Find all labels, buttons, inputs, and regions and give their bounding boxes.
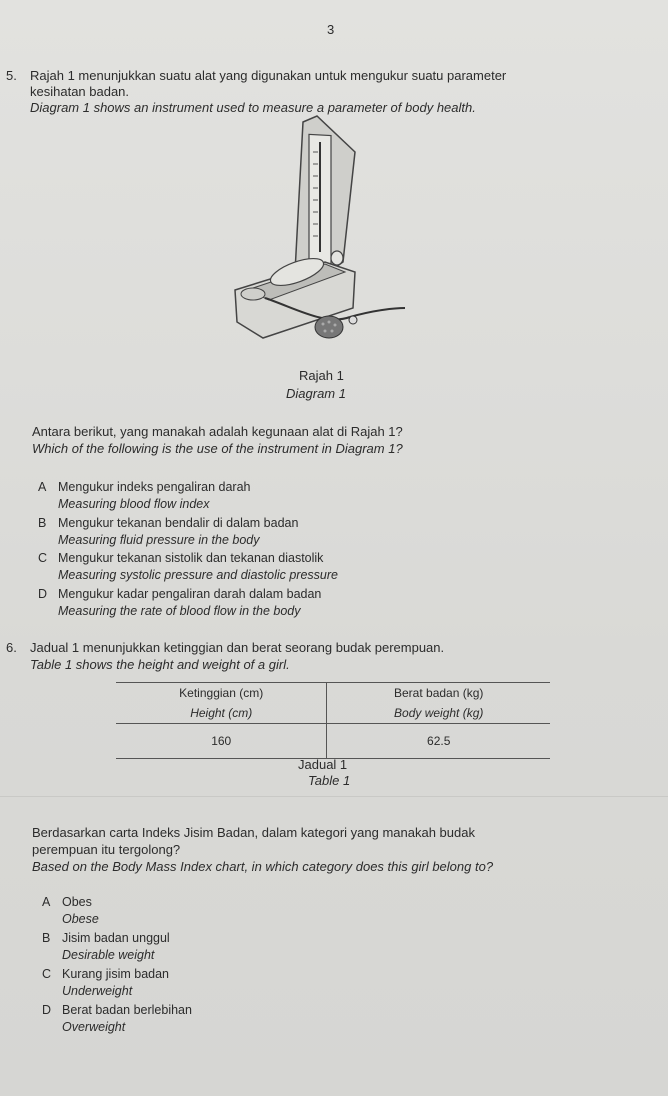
height-weight-table xyxy=(116,682,550,759)
sphygmomanometer-figure xyxy=(225,112,425,352)
figure-caption-english: Diagram 1 xyxy=(286,386,346,401)
table-cell-weight: 62.5 xyxy=(327,724,550,759)
q6-text-english: Table 1 shows the height and weight of a girl. xyxy=(30,657,290,672)
q6-option-a-malay: Obes xyxy=(62,895,92,909)
q6-option-b-malay: Jisim badan unggul xyxy=(62,931,170,945)
q6-option-c-letter: C xyxy=(42,967,52,981)
q6-option-d-letter: D xyxy=(42,1003,52,1017)
q6-option-d-english: Overweight xyxy=(62,1020,126,1034)
table-caption-malay: Jadual 1 xyxy=(298,757,348,772)
q5-option-a-malay: Mengukur indeks pengaliran darah xyxy=(58,480,251,494)
q5-option-b-english: Measuring fluid pressure in the body xyxy=(58,533,260,547)
table-caption-english: Table 1 xyxy=(308,773,351,788)
q6-question-english: Based on the Body Mass Index chart, in which category does this girl belong to? xyxy=(32,859,494,874)
table-header-weight-malay: Berat badan (kg) xyxy=(327,683,550,704)
q5-option-b-malay: Mengukur tekanan bendalir di dalam badan xyxy=(58,516,299,530)
q6-option-a-english: Obese xyxy=(62,912,99,926)
q5-option-c-malay: Mengukur tekanan sistolik dan tekanan diastolik xyxy=(58,551,324,565)
q5-option-a-letter: A xyxy=(38,480,47,494)
figure-caption-malay: Rajah 1 xyxy=(299,368,344,383)
q5-option-a-english: Measuring blood flow index xyxy=(58,497,210,511)
q5-question-malay: Antara berikut, yang manakah adalah kegunaan alat di Rajah 1? xyxy=(32,424,403,439)
divider-line xyxy=(0,796,668,797)
q5-text-malay-1: Rajah 1 menunjukkan suatu alat yang digunakan untuk mengukur suatu parameter xyxy=(30,68,507,83)
q5-option-c-letter: C xyxy=(38,551,48,565)
q5-option-d-english: Measuring the rate of blood flow in the body xyxy=(58,604,301,618)
q6-question-malay-2: perempuan itu tergolong? xyxy=(32,842,181,857)
q6-option-d-malay: Berat badan berlebihan xyxy=(62,1003,192,1017)
q6-option-b-english: Desirable weight xyxy=(62,948,155,962)
q6-option-b-letter: B xyxy=(42,931,51,945)
table-header-height-malay: Ketinggian (cm) xyxy=(116,683,327,704)
q5-question-english: Which of the following is the use of the instrument in Diagram 1? xyxy=(32,441,403,456)
q5-number: 5. xyxy=(6,68,17,83)
q5-option-b-letter: B xyxy=(38,516,47,530)
q5-option-d-malay: Mengukur kadar pengaliran darah dalam badan xyxy=(58,587,322,601)
q5-option-d-letter: D xyxy=(38,587,48,601)
table-cell-height: 160 xyxy=(116,724,327,759)
q6-text-malay: Jadual 1 menunjukkan ketinggian dan berat seorang budak perempuan. xyxy=(30,640,445,655)
q5-option-c-english: Measuring systolic pressure and diastolic pressure xyxy=(58,568,338,582)
q5-text-english: Diagram 1 shows an instrument used to measure a parameter of body health. xyxy=(30,100,476,115)
q5-text-malay-2: kesihatan badan. xyxy=(30,84,130,99)
q6-number: 6. xyxy=(6,640,17,655)
page-number: 3 xyxy=(327,22,335,37)
q6-option-c-malay: Kurang jisim badan xyxy=(62,967,170,981)
q6-question-malay-1: Berdasarkan carta Indeks Jisim Badan, dalam kategori yang manakah budak xyxy=(32,825,475,840)
q6-option-a-letter: A xyxy=(42,895,51,909)
table-header-weight-english: Body weight (kg) xyxy=(327,703,550,724)
q6-option-c-english: Underweight xyxy=(62,984,133,998)
table-header-height-english: Height (cm) xyxy=(116,703,327,724)
